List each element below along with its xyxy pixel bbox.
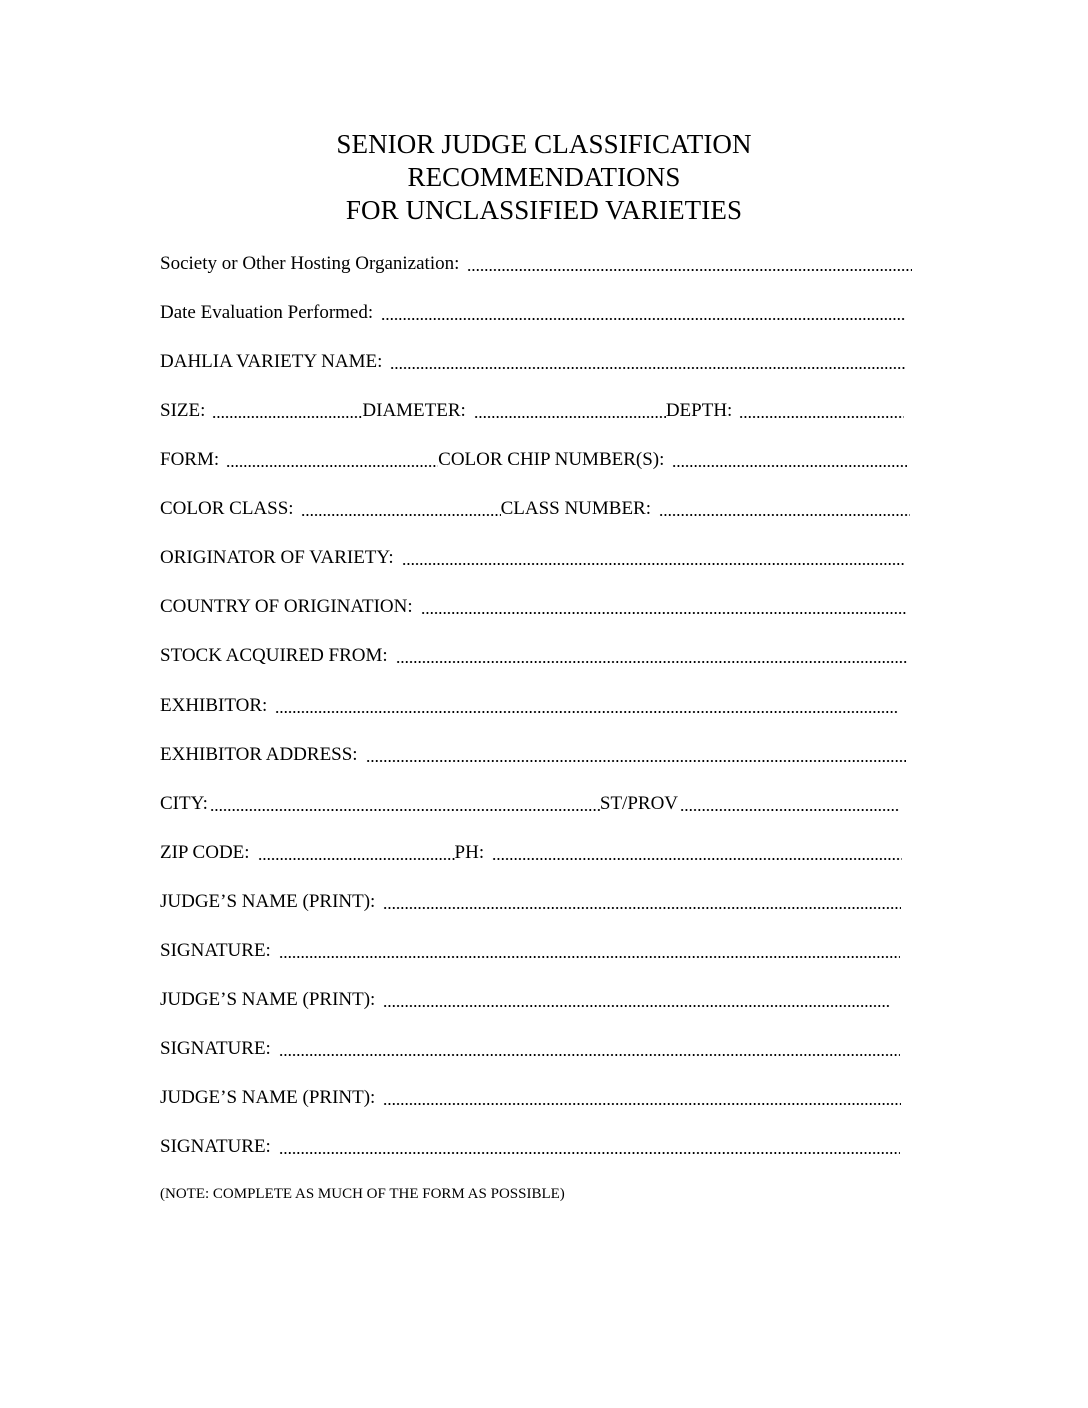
size-fill-line[interactable]	[212, 416, 362, 418]
originator-fill-line[interactable]	[402, 563, 904, 565]
diameter-label: DIAMETER:	[362, 400, 466, 421]
diameter-fill-line[interactable]	[474, 416, 666, 418]
form-fill-line[interactable]	[226, 465, 438, 467]
class-number-label: CLASS NUMBER:	[500, 498, 652, 519]
exhibitor-field[interactable]	[160, 694, 899, 718]
exhibitor-fill-line[interactable]	[275, 711, 899, 713]
depth-fill-line[interactable]	[739, 416, 904, 418]
judge-2-signature-fill-line[interactable]	[279, 1054, 900, 1056]
stock-field[interactable]	[160, 644, 908, 668]
date-evaluation-fill-line[interactable]	[381, 318, 906, 320]
form-note: (NOTE: COMPLETE AS MUCH OF THE FORM AS POSSIBLE)	[160, 1186, 565, 1202]
color-chip-fill-line[interactable]	[672, 465, 907, 467]
city-fill-line[interactable]	[210, 809, 600, 811]
judge-2-name-fill-line[interactable]	[383, 1005, 891, 1007]
date-evaluation-label: Date Evaluation Performed:	[160, 302, 374, 323]
judge-2-name-label: JUDGE’S NAME (PRINT):	[160, 989, 376, 1010]
size-row	[160, 399, 904, 423]
color-class-fill-line[interactable]	[301, 514, 501, 516]
size-label: SIZE:	[160, 400, 206, 421]
judge-3-signature-fill-line[interactable]	[279, 1152, 900, 1154]
judge-3-signature-label: SIGNATURE:	[160, 1136, 271, 1157]
form-title	[0, 128, 1088, 227]
stock-label: STOCK ACQUIRED FROM:	[160, 645, 388, 666]
exhibitor-address-label: EXHIBITOR ADDRESS:	[160, 744, 358, 765]
society-fill-line[interactable]	[467, 269, 912, 271]
st-prov-fill-line[interactable]	[680, 809, 900, 811]
society-field[interactable]	[160, 252, 912, 276]
exhibitor-address-fill-line[interactable]	[366, 760, 906, 762]
ph-fill-line[interactable]	[492, 858, 902, 860]
title-line-1: SENIOR JUDGE CLASSIFICATION	[336, 129, 752, 159]
form-row	[160, 448, 907, 472]
color-class-label: COLOR CLASS:	[160, 498, 294, 519]
judge-3-name-label: JUDGE’S NAME (PRINT):	[160, 1087, 376, 1108]
judge-3-signature-field[interactable]	[160, 1135, 900, 1159]
originator-field[interactable]	[160, 546, 904, 570]
st-prov-label: ST/PROV	[599, 793, 679, 814]
zip-row	[160, 841, 902, 865]
judge-1-signature-field[interactable]	[160, 939, 900, 963]
judge-3-name-fill-line[interactable]	[383, 1103, 901, 1105]
zip-label: ZIP CODE:	[160, 842, 250, 863]
variety-name-fill-line[interactable]	[390, 367, 906, 369]
judge-1-signature-fill-line[interactable]	[279, 956, 900, 958]
judge-1-name-field[interactable]	[160, 890, 901, 914]
zip-fill-line[interactable]	[258, 858, 455, 860]
judge-3-name-field[interactable]	[160, 1086, 901, 1110]
stock-fill-line[interactable]	[396, 661, 908, 663]
exhibitor-address-field[interactable]	[160, 743, 906, 767]
judge-2-name-field[interactable]	[160, 988, 891, 1012]
variety-name-field[interactable]	[160, 350, 906, 374]
date-evaluation-field[interactable]	[160, 301, 906, 325]
judge-2-signature-label: SIGNATURE:	[160, 1038, 271, 1059]
judge-1-name-fill-line[interactable]	[383, 907, 901, 909]
depth-label: DEPTH:	[665, 400, 733, 421]
country-fill-line[interactable]	[421, 612, 907, 614]
title-line-2: RECOMMENDATIONS	[407, 162, 681, 192]
variety-name-label: DAHLIA VARIETY NAME:	[160, 351, 383, 372]
color-chip-label: COLOR CHIP NUMBER(S):	[438, 449, 665, 470]
country-field[interactable]	[160, 595, 907, 619]
country-label: COUNTRY OF ORIGINATION:	[160, 596, 413, 617]
judge-1-name-label: JUDGE’S NAME (PRINT):	[160, 891, 376, 912]
exhibitor-label: EXHIBITOR:	[160, 695, 268, 716]
judge-1-signature-label: SIGNATURE:	[160, 940, 271, 961]
ph-label: PH:	[454, 842, 485, 863]
judge-2-signature-field[interactable]	[160, 1037, 900, 1061]
color-class-row	[160, 497, 910, 521]
originator-label: ORIGINATOR OF VARIETY:	[160, 547, 394, 568]
title-line-3: FOR UNCLASSIFIED VARIETIES	[345, 195, 743, 225]
class-number-fill-line[interactable]	[659, 514, 910, 516]
city-row	[160, 792, 900, 816]
city-label: CITY:	[160, 793, 208, 814]
society-label: Society or Other Hosting Organization:	[160, 253, 460, 274]
form-label: FORM:	[160, 449, 220, 470]
